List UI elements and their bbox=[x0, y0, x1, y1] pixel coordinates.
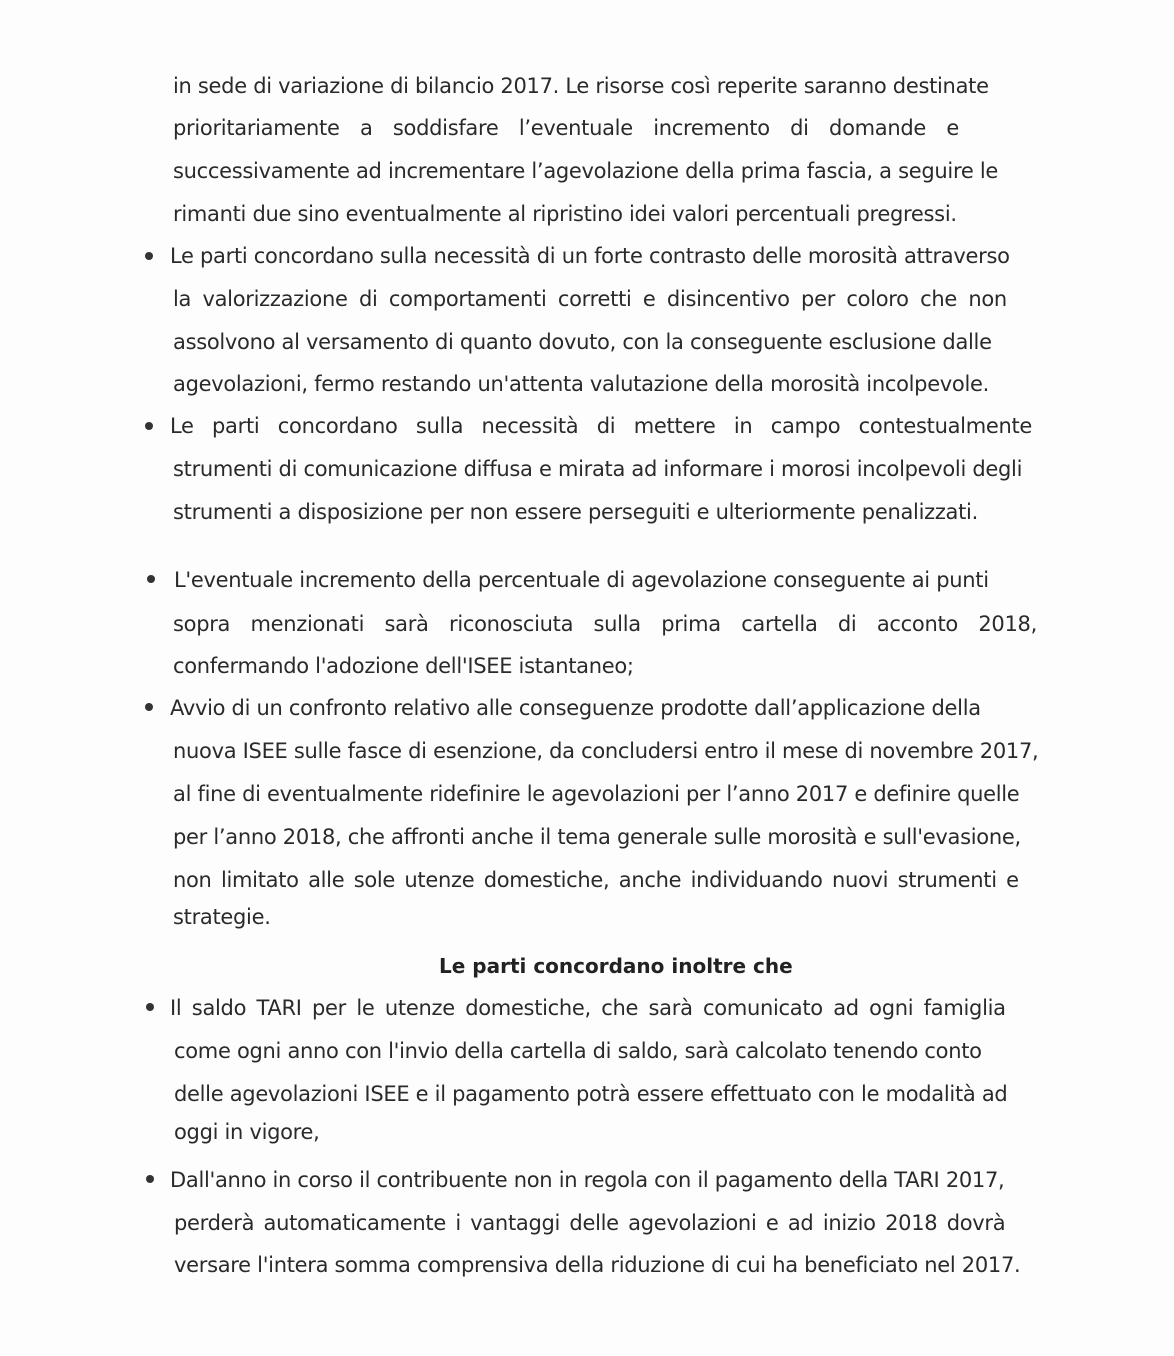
text-line: successivamente ad incrementare l’agevolazione della prima fascia, a seguire le bbox=[173, 159, 998, 183]
text-line: non limitato alle sole utenze domestiche, anche individuando nuovi strumenti e bbox=[173, 868, 1019, 892]
bullet-dot-icon bbox=[145, 703, 153, 711]
section-heading: Le parti concordano inoltre che bbox=[439, 954, 793, 978]
text-line: in sede di variazione di bilancio 2017. Le risorse così reperite saranno destinate bbox=[173, 74, 989, 98]
text-line: prioritariamente a soddisfare l’eventuale incremento di domande e bbox=[173, 116, 960, 140]
bullet-dot-icon bbox=[146, 1175, 154, 1183]
text-line: strumenti a disposizione per non essere perseguiti e ulteriormente penalizzati. bbox=[173, 500, 978, 524]
text-line: rimanti due sino eventualmente al ripristino idei valori percentuali pregressi. bbox=[173, 202, 957, 226]
text-line: Avvio di un confronto relativo alle conseguenze prodotte dall’applicazione della bbox=[170, 696, 981, 720]
text-line: confermando l'adozione dell'ISEE istantaneo; bbox=[173, 654, 634, 678]
text-line: la valorizzazione di comportamenti corretti e disincentivo per coloro che non bbox=[173, 287, 1007, 311]
text-line: come ogni anno con l'invio della cartella di saldo, sarà calcolato tenendo conto bbox=[174, 1039, 982, 1063]
text-line: strategie. bbox=[173, 905, 271, 929]
text-line: agevolazioni, fermo restando un'attenta valutazione della morosità incolpevole. bbox=[173, 372, 990, 396]
text-line: assolvono al versamento di quanto dovuto, con la conseguente esclusione dalle bbox=[173, 330, 992, 354]
text-line: al fine di eventualmente ridefinire le agevolazioni per l’anno 2017 e definire quelle bbox=[173, 782, 1020, 806]
text-line: versare l'intera somma comprensiva della riduzione di cui ha beneficiato nel 2017. bbox=[174, 1253, 1021, 1277]
text-line: L'eventuale incremento della percentuale di agevolazione conseguente ai punti bbox=[174, 568, 989, 592]
bullet-dot-icon bbox=[146, 1003, 154, 1011]
bullet-dot-icon bbox=[145, 422, 153, 430]
text-line: nuova ISEE sulle fasce di esenzione, da concludersi entro il mese di novembre 2017, bbox=[173, 739, 1039, 763]
text-line: Le parti concordano sulla necessità di mettere in campo contestualmente bbox=[170, 414, 1033, 438]
text-line: Le parti concordano sulla necessità di un forte contrasto delle morosità attraverso bbox=[170, 244, 1010, 268]
text-line: perderà automaticamente i vantaggi delle agevolazioni e ad inizio 2018 dovrà bbox=[174, 1211, 1006, 1235]
bullet-dot-icon bbox=[147, 575, 155, 583]
text-line: sopra menzionati sarà riconosciuta sulla prima cartella di acconto 2018, bbox=[173, 612, 1037, 636]
text-line: delle agevolazioni ISEE e il pagamento potrà essere effettuato con le modalità ad bbox=[174, 1082, 1008, 1106]
text-line: per l’anno 2018, che affronti anche il tema generale sulle morosità e sull'evasione, bbox=[173, 825, 1021, 849]
text-line: Dall'anno in corso il contribuente non in regola con il pagamento della TARI 2017, bbox=[170, 1168, 1005, 1192]
bullet-dot-icon bbox=[145, 252, 153, 260]
text-line: strumenti di comunicazione diffusa e mirata ad informare i morosi incolpevoli degli bbox=[173, 457, 1023, 481]
text-line: Il saldo TARI per le utenze domestiche, che sarà comunicato ad ogni famiglia bbox=[170, 996, 1006, 1020]
text-line: oggi in vigore, bbox=[174, 1120, 320, 1144]
